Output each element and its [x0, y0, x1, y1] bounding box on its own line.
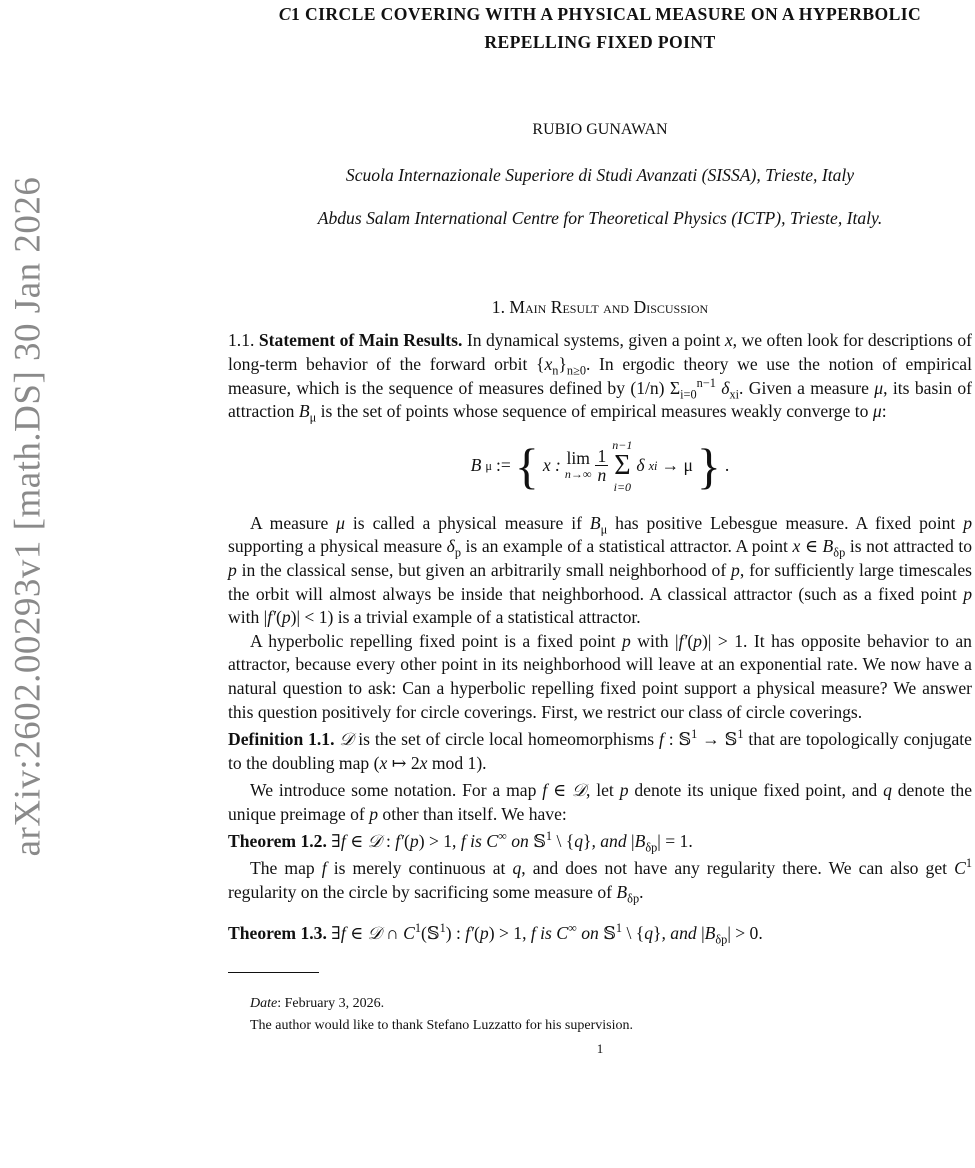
- text-segment: Statement of Main Results.: [258, 330, 463, 351]
- paragraph-regularity: [228, 857, 972, 904]
- text-segment: δp: [627, 891, 640, 906]
- paper-body: [228, 0, 972, 1057]
- left-brace-icon: {: [514, 437, 539, 494]
- text-segment: ) :: [445, 923, 466, 944]
- eq-lhs: B: [470, 454, 482, 475]
- text-segment: A hyperbolic repelling fixed point is a fixed point: [250, 630, 622, 651]
- text-segment: 1: [737, 727, 744, 742]
- text-segment: f′: [678, 630, 688, 651]
- date-value: : February 3, 2026.: [277, 995, 385, 1011]
- text-segment: denote the unique preimage of: [228, 780, 972, 824]
- text-segment: 1: [291, 4, 301, 24]
- arxiv-stamp: arXiv:2602.00293v1 [math.DS] 30 Jan 2026: [7, 176, 49, 857]
- text-segment: q: [574, 831, 583, 852]
- text-segment: other than itself. We have:: [378, 803, 567, 824]
- text-segment: : 𝕊: [663, 729, 692, 750]
- text-segment: B: [298, 401, 310, 422]
- right-brace-icon: }: [696, 437, 721, 494]
- text-segment: CIRCLE COVERING WITH A PHYSICAL MEASURE ON A HYPERBOLIC REPELLING FIXED POINT: [300, 4, 922, 52]
- text-segment: 𝒟: [367, 923, 382, 944]
- text-segment: denote its unique fixed point, and: [628, 780, 884, 801]
- text-segment: mod 1).: [427, 752, 487, 773]
- text-segment: )| > 1. It has opposite behavior to an attractor, because every other point in its neighborhood will leave at an exponential rate. We now have a natural question to ask: Can a hyperbolic repelling fixed point support a physical measure? We answer this question positively for circle coverings. First, we restrict our class of circle coverings.: [228, 630, 972, 722]
- text-segment: 𝒟: [571, 780, 586, 801]
- paragraph-main-results: [228, 329, 972, 423]
- text-segment: (: [404, 831, 410, 852]
- text-segment: μ: [336, 512, 346, 533]
- text-segment: supporting a physical measure: [228, 536, 447, 557]
- text-segment: C: [278, 4, 292, 24]
- text-segment: that are topologically conjugate to the doubling map (: [228, 729, 972, 773]
- eq-frac-den: n: [597, 465, 607, 486]
- text-segment: \ {: [552, 831, 575, 852]
- text-segment: Definition 1.1.: [228, 729, 335, 750]
- text-segment: x: [419, 752, 428, 773]
- text-segment: 𝕊: [533, 831, 546, 852]
- text-segment: . Given a measure: [739, 377, 875, 398]
- paragraph-notation: [228, 779, 972, 826]
- text-segment: |: [631, 831, 635, 852]
- text-segment: 1: [414, 921, 422, 936]
- text-segment: f: [658, 729, 664, 750]
- text-segment: C: [954, 858, 966, 879]
- text-segment: \ {: [622, 923, 645, 944]
- display-equation: B μ := { x : lim n→∞ $\frac{1}{n}$ n−1 Σ i=0 δ xi → μ } .: [470, 437, 730, 494]
- text-segment: x: [379, 752, 388, 773]
- text-segment: δp: [833, 545, 846, 560]
- text-segment: q: [644, 923, 654, 944]
- text-segment: , and: [661, 923, 702, 944]
- text-segment: x: [792, 536, 801, 557]
- text-segment: (1/n) Σ: [630, 377, 681, 398]
- text-segment: μ: [600, 522, 608, 537]
- text-segment: Theorem 1.2.: [228, 831, 327, 852]
- text-segment: is the set of points whose sequence of empirical measures weakly converge to: [316, 401, 873, 422]
- text-segment: 𝕊: [603, 923, 616, 944]
- text-segment: 𝒟: [334, 729, 354, 750]
- text-segment: , for sufficiently large timescales the orbit will almost always be inside that neighborhood. A classical attractor (such as a fixed point: [228, 559, 973, 604]
- text-segment: is merely continuous at: [326, 858, 513, 879]
- text-segment: (: [687, 630, 694, 651]
- text-segment: , and: [591, 831, 632, 852]
- text-segment: }: [558, 353, 567, 374]
- text-segment: C: [403, 923, 415, 944]
- text-segment: B: [704, 923, 716, 944]
- text-segment: p: [479, 923, 489, 944]
- eq-sum-top: n−1: [612, 437, 633, 452]
- text-segment: . In ergodic theory we use the notion of empirical measure, which is the sequence of measures defined by: [228, 353, 972, 398]
- text-segment: ↦ 2: [387, 752, 420, 773]
- text-segment: with |: [228, 607, 268, 628]
- text-segment: The map: [250, 858, 322, 879]
- text-segment: :: [881, 401, 887, 422]
- eq-assign: :=: [496, 454, 511, 475]
- text-segment: q: [883, 780, 892, 801]
- text-segment: (: [275, 607, 282, 628]
- text-segment: 1: [439, 921, 446, 936]
- text-segment: δp: [645, 840, 658, 855]
- theorem-1-2: [228, 830, 972, 854]
- text-segment: ∃: [326, 831, 341, 852]
- eq-sum-bot: i=0: [613, 479, 632, 494]
- sum-symbol-icon: Σ: [614, 449, 631, 481]
- theorem-1-3: [228, 922, 972, 946]
- text-segment: , let: [585, 780, 620, 801]
- text-segment: f′: [395, 831, 405, 852]
- section-heading: 1. Main Result and Discussion: [491, 296, 709, 317]
- text-segment: ∞: [498, 829, 507, 844]
- text-segment: in the classical sense, but given an arbitrarily small neighborhood of: [236, 559, 732, 580]
- text-segment: In dynamical systems, given a point: [462, 330, 725, 351]
- text-segment: μ: [874, 377, 884, 398]
- text-segment: }: [653, 923, 662, 944]
- affiliation-sissa: Scuola Internazionale Superiore di Studi Avanzati (SISSA), Trieste, Italy: [345, 164, 855, 185]
- text-segment: is an example of a statistical attractor. A point: [460, 536, 793, 557]
- text-segment: → 𝕊: [697, 729, 738, 750]
- text-segment: }: [583, 831, 592, 852]
- text-segment: .: [639, 881, 644, 902]
- text-segment: , and does not have any regularity there. We can also get: [521, 858, 955, 879]
- text-segment: We introduce some notation. For a map: [250, 780, 543, 801]
- text-segment: 1: [545, 829, 553, 844]
- paper-title: [228, 0, 972, 56]
- text-segment: p: [622, 630, 631, 651]
- text-segment: ) > 1,: [488, 923, 531, 944]
- text-segment: with |: [630, 630, 679, 651]
- text-segment: , its basin of attraction: [228, 377, 972, 422]
- text-segment: p: [963, 583, 972, 604]
- text-segment: f′: [465, 923, 475, 944]
- text-segment: ∃: [326, 923, 341, 944]
- text-segment: |: [701, 923, 705, 944]
- text-segment: x: [544, 353, 553, 374]
- definition-1-1: [228, 728, 972, 775]
- text-segment: on: [576, 923, 604, 944]
- text-segment: δ: [715, 377, 730, 398]
- text-segment: xi: [729, 387, 740, 402]
- text-segment: (: [474, 923, 480, 944]
- text-segment: 𝒟: [367, 831, 382, 852]
- text-segment: ∈: [800, 536, 823, 557]
- page-number: 1: [596, 1040, 604, 1056]
- text-segment: μ: [872, 401, 882, 422]
- text-segment: is called a physical measure if: [345, 512, 590, 533]
- text-segment: )| < 1) is a trivial example of a statistical attractor.: [290, 607, 641, 628]
- text-segment: μ: [309, 410, 317, 425]
- text-segment: δ: [446, 536, 455, 557]
- text-segment: p: [409, 831, 419, 852]
- text-segment: ∈: [345, 831, 368, 852]
- text-segment: f is C: [460, 831, 499, 852]
- text-segment: i=0: [680, 387, 697, 402]
- text-segment: p: [228, 559, 237, 580]
- text-segment: f is C: [530, 923, 569, 944]
- text-segment: f: [340, 923, 346, 944]
- text-segment: x: [724, 330, 733, 351]
- text-segment: p: [619, 780, 629, 801]
- text-segment: q: [512, 858, 522, 879]
- text-segment: , we often look for descriptions of long-term behavior of the forward orbit {: [228, 330, 972, 374]
- text-segment: | = 1.: [657, 831, 693, 852]
- text-segment: ∞: [568, 921, 577, 936]
- text-segment: | > 0.: [727, 923, 763, 944]
- eq-frac-num: 1: [597, 446, 607, 467]
- author-name: RUBIO GUNAWAN: [532, 121, 668, 138]
- text-segment: f: [321, 858, 327, 879]
- paragraph-hyperbolic-repelling: [228, 630, 972, 724]
- eq-lim: lim: [566, 447, 590, 468]
- footnote-date: [250, 995, 972, 1013]
- text-segment: :: [381, 831, 396, 852]
- text-segment: ∩: [381, 923, 404, 944]
- text-segment: has positive Lebesgue measure. A fixed point: [607, 512, 964, 533]
- text-segment: on: [506, 831, 534, 852]
- text-segment: p: [693, 630, 702, 651]
- footnote-rule: [228, 972, 319, 973]
- text-segment: 1: [615, 921, 623, 936]
- text-segment: p: [454, 545, 461, 560]
- text-segment: regularity on the circle by sacrificing some measure of: [228, 881, 617, 902]
- text-segment: n−1: [696, 375, 716, 390]
- text-segment: ∈: [547, 780, 572, 801]
- text-segment: (𝕊: [421, 923, 440, 944]
- eq-lim-sub: n→∞: [564, 466, 592, 481]
- text-segment: is not attracted to: [845, 536, 973, 557]
- text-segment: n≥0: [566, 363, 586, 378]
- text-segment: Theorem 1.3.: [228, 923, 327, 944]
- text-segment: 1: [691, 727, 698, 742]
- text-segment: B: [616, 881, 628, 902]
- text-segment: f′: [267, 607, 276, 628]
- text-segment: p: [281, 607, 291, 628]
- eq-x: x :: [542, 454, 561, 475]
- text-segment: B: [822, 536, 834, 557]
- text-segment: B: [634, 831, 646, 852]
- text-segment: p: [963, 512, 972, 533]
- eq-end: .: [724, 454, 730, 475]
- footnote-thanks: The author would like to thank Stefano Luzzatto for his supervision.: [250, 1017, 633, 1033]
- paragraph-physical-measure: [228, 512, 972, 630]
- text-segment: p: [369, 803, 378, 824]
- text-segment: A measure: [250, 512, 337, 533]
- text-segment: p: [731, 559, 740, 580]
- text-segment: 1.1.: [228, 330, 259, 351]
- text-segment: f: [340, 831, 346, 852]
- text-segment: n: [552, 363, 559, 378]
- text-segment: B: [589, 512, 601, 533]
- date-label: Date: [250, 995, 278, 1011]
- eq-body: δ: [636, 454, 645, 475]
- text-segment: f: [542, 780, 548, 801]
- text-segment: δp: [715, 932, 728, 947]
- affiliation-ictp: Abdus Salam International Centre for Theoretical Physics (ICTP), Trieste, Italy.: [317, 208, 883, 229]
- text-segment: ) > 1,: [418, 831, 461, 852]
- text-segment: ∈: [345, 923, 368, 944]
- text-segment: 1: [965, 856, 972, 871]
- text-segment: is the set of circle local homeomorphisms: [353, 729, 659, 750]
- eq-arrow: → μ: [661, 454, 693, 475]
